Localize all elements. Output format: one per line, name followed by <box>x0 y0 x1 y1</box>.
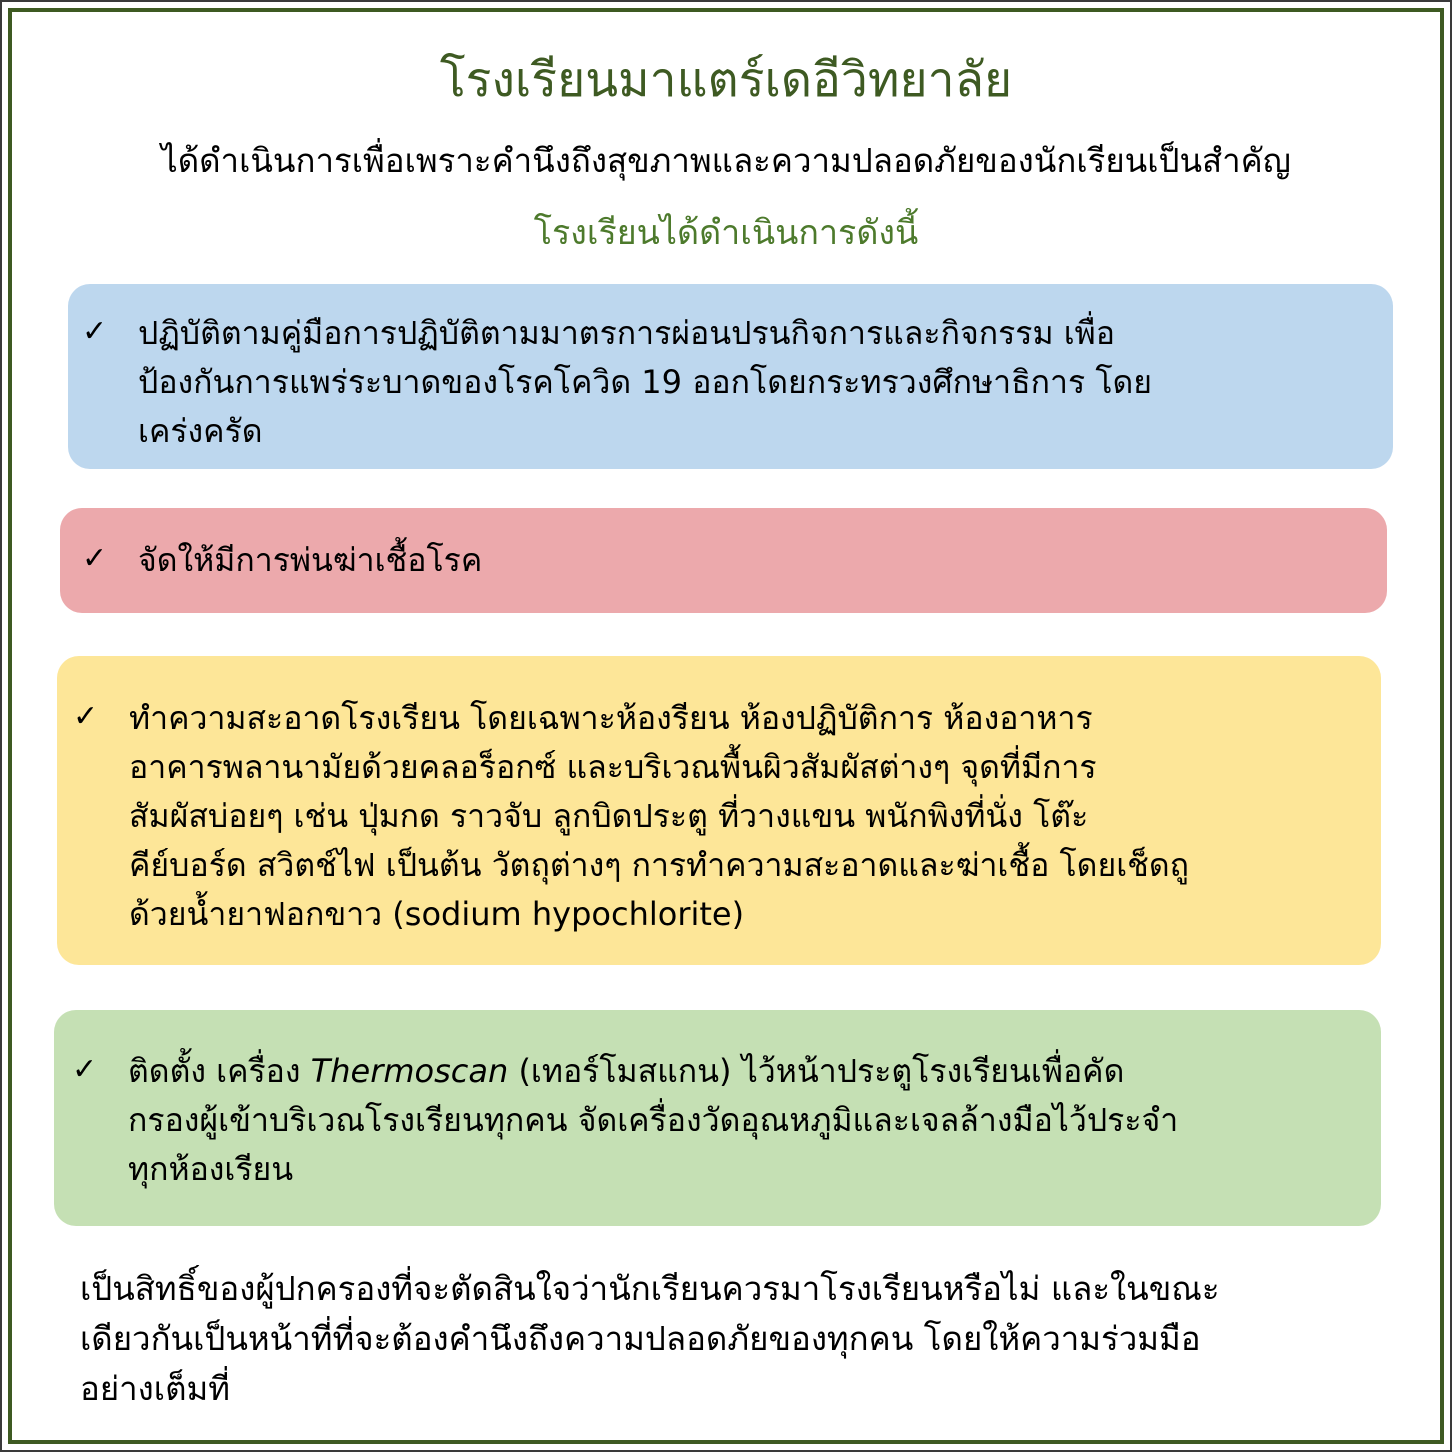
text-line: เคร่งครัด <box>138 412 263 450</box>
text-line: ทำความสะอาดโรงเรียน โดยเฉพาะห้องรียน ห้องปฏิบัติการ ห้องอาหาร <box>129 699 1093 737</box>
measure-box-thermoscan <box>54 1010 1381 1226</box>
measure-text <box>129 694 1369 939</box>
measure-box-disinfection <box>60 508 1387 613</box>
text-line: อย่างเต็มที่ <box>80 1369 231 1408</box>
text-line: เป็นสิทธิ์ของผู้ปกครองที่จะตัดสินใจว่านักเรียนควรมาโรงเรียนหรือไม่ และในขณะ <box>80 1269 1220 1308</box>
measure-text <box>128 1047 1368 1194</box>
text-line: สัมผัสบ่อยๆ เช่น ปุ่มกด ราวจับ ลูกบิดประตู ที่วางแขน พนักพิงที่นั่ง โต๊ะ <box>129 797 1089 835</box>
text-line: กรองผู้เข้าบริเวณโรงเรียนทุกคน จัดเครื่องวัดอุณหภูมิและเจลล้างมือไว้ประจำ <box>128 1101 1179 1139</box>
text-line: อาคารพลานามัยด้วยคลอร็อกซ์ และบริเวณพื้นผิวสัมผัสต่างๆ จุดที่มีการ <box>129 748 1097 786</box>
checkmark-icon: ✓ <box>72 1052 98 1087</box>
text-line: ทุกห้องเรียน <box>128 1150 294 1188</box>
page-title: โรงเรียนมาแตร์เดอีวิทยาลัย <box>439 52 1013 108</box>
text-line: ป้องกันการแพร่ระบาดของโรคโควิด 19 ออกโดยกระทรวงศึกษาธิการ โดย <box>138 363 1153 401</box>
measure-box-guidelines <box>68 284 1393 469</box>
text-line: จัดให้มีการพ่นฆ่าเชื้อโรค <box>138 541 483 579</box>
section-heading: โรงเรียนได้ดำเนินการดังนี้ <box>533 213 919 253</box>
checkmark-icon: ✓ <box>73 699 99 734</box>
text-line: ด้วยน้ำยาฟอกขาว (sodium hypochlorite) <box>129 895 745 933</box>
thermoscan-term: Thermoscan <box>310 1052 509 1090</box>
measure-text <box>138 309 1378 456</box>
measure-text <box>138 536 1368 585</box>
subtitle: ได้ดำเนินการเพื่อเพราะคำนึงถึงสุขภาพและความปลอดภัยของนักเรียนเป็นสำคัญ <box>161 141 1291 180</box>
checkmark-icon: ✓ <box>82 314 108 349</box>
text-line: ติดตั้ง เครื่อง Thermoscan (เทอร์โมสแกน) ไว้หน้าประตูโรงเรียนเพื่อคัด <box>128 1052 1125 1090</box>
text-line: ปฏิบัติตามคู่มือการปฏิบัติตามมาตรการผ่อนปรนกิจการและกิจกรรม เพื่อ <box>138 314 1115 352</box>
footer-note <box>80 1264 1380 1414</box>
measure-box-cleaning <box>57 656 1381 965</box>
checkmark-icon: ✓ <box>82 541 108 576</box>
text-line: เดียวกันเป็นหน้าที่ที่จะต้องคำนึงถึงความปลอดภัยของทุกคน โดยให้ความร่วมมือ <box>80 1319 1201 1358</box>
text-line: คีย์บอร์ด สวิตช์ไฟ เป็นต้น วัตถุต่างๆ การทำความสะอาดและฆ่าเชื้อ โดยเช็ดถู <box>129 846 1189 884</box>
